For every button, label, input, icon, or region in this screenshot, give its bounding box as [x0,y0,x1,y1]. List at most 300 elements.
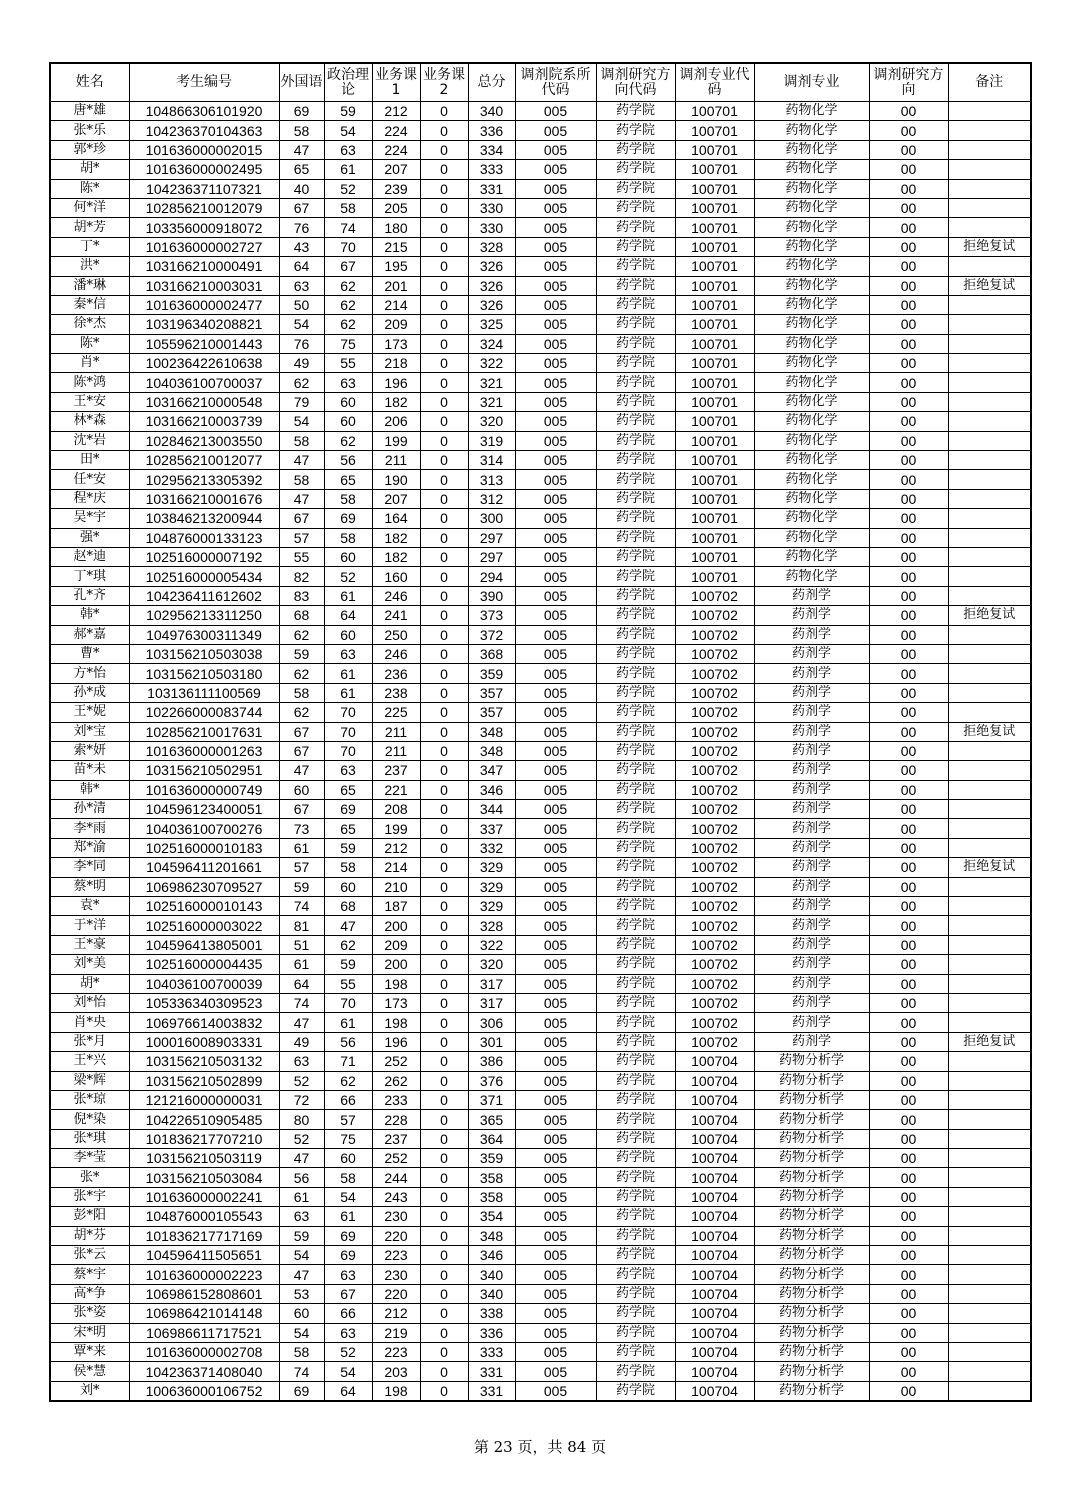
cell-course2: 0 [420,1246,468,1265]
cell-exam-id: 104596411201661 [129,858,279,877]
cell-major-code: 100702 [675,858,754,877]
cell-exam-id: 101836217707210 [129,1129,279,1148]
cell-major: 药物分析学 [754,1052,869,1071]
cell-dept-code: 005 [515,741,596,760]
cell-exam-id: 106986230709527 [129,877,279,896]
cell-direction-code: 药学院 [596,102,675,121]
cell-remarks [948,1284,1031,1303]
cell-exam-id: 104236411612602 [129,586,279,605]
cell-exam-id: 103156210502951 [129,761,279,780]
cell-exam-id: 104866306101920 [129,102,279,121]
cell-course2: 0 [420,741,468,760]
cell-course2: 0 [420,218,468,237]
cell-total: 376 [468,1071,515,1090]
cell-major: 药物分析学 [754,1207,869,1226]
cell-remarks [948,838,1031,857]
cell-remarks [948,470,1031,489]
cell-research-direction: 00 [869,1343,948,1362]
cell-name: 曹* [50,644,129,663]
cell-foreign-language: 72 [279,1090,324,1109]
cell-exam-id: 103156210503132 [129,1052,279,1071]
table-row [50,1071,1031,1090]
cell-name: 张*宇 [50,1187,129,1206]
cell-major-code: 100702 [675,800,754,819]
cell-remarks [948,1149,1031,1168]
cell-research-direction: 00 [869,683,948,702]
cell-remarks [948,916,1031,935]
cell-exam-id: 104236371107321 [129,179,279,198]
cell-major: 药物分析学 [754,1090,869,1109]
cell-politics: 64 [324,606,372,625]
cell-major-code: 100704 [675,1149,754,1168]
cell-politics: 63 [324,1265,372,1284]
cell-total: 325 [468,315,515,334]
cell-course1: 200 [372,955,420,974]
cell-name: 丁*琪 [50,567,129,586]
cell-total: 357 [468,683,515,702]
cell-direction-code: 药学院 [596,412,675,431]
cell-dept-code: 005 [515,295,596,314]
cell-exam-id: 101636000002708 [129,1343,279,1362]
column-header-major: 调剂专业 [754,63,869,102]
cell-course2: 0 [420,1071,468,1090]
cell-course2: 0 [420,877,468,896]
cell-politics: 57 [324,1110,372,1129]
cell-direction-code: 药学院 [596,257,675,276]
cell-total: 329 [468,897,515,916]
table-row [50,1381,1031,1401]
cell-research-direction: 00 [869,412,948,431]
cell-course2: 0 [420,683,468,702]
cell-remarks [948,509,1031,528]
cell-course1: 199 [372,431,420,450]
cell-major-code: 100704 [675,1323,754,1342]
cell-research-direction: 00 [869,160,948,179]
cell-total: 297 [468,547,515,566]
cell-course2: 0 [420,412,468,431]
cell-course2: 0 [420,644,468,663]
cell-politics: 61 [324,1013,372,1032]
column-header-course1: 业务课1 [372,63,420,102]
cell-remarks [948,683,1031,702]
cell-remarks [948,877,1031,896]
cell-dept-code: 005 [515,1090,596,1109]
cell-politics: 61 [324,586,372,605]
cell-exam-id: 102516000007192 [129,547,279,566]
cell-course2: 0 [420,140,468,159]
cell-course1: 164 [372,509,420,528]
cell-major-code: 100701 [675,334,754,353]
cell-direction-code: 药学院 [596,916,675,935]
cell-politics: 66 [324,1090,372,1109]
cell-course1: 236 [372,664,420,683]
cell-course2: 0 [420,625,468,644]
cell-course2: 0 [420,1013,468,1032]
cell-remarks [948,625,1031,644]
cell-course1: 211 [372,451,420,470]
cell-exam-id: 104036100700037 [129,373,279,392]
cell-research-direction: 00 [869,644,948,663]
cell-direction-code: 药学院 [596,1246,675,1265]
cell-exam-id: 103166210003031 [129,276,279,295]
cell-name: 徐*杰 [50,315,129,334]
cell-research-direction: 00 [869,1265,948,1284]
cell-course1: 212 [372,1304,420,1323]
cell-remarks [948,1090,1031,1109]
cell-direction-code: 药学院 [596,218,675,237]
cell-dept-code: 005 [515,819,596,838]
cell-major: 药剂学 [754,644,869,663]
cell-remarks [948,198,1031,217]
cell-remarks [948,373,1031,392]
cell-exam-id: 101636000002495 [129,160,279,179]
cell-course2: 0 [420,993,468,1012]
table-row [50,451,1031,470]
cell-name: 张* [50,1168,129,1187]
table-row [50,858,1031,877]
table-row [50,412,1031,431]
cell-dept-code: 005 [515,334,596,353]
cell-exam-id: 106976614003832 [129,1013,279,1032]
cell-name: 陈* [50,179,129,198]
cell-politics: 65 [324,470,372,489]
cell-total: 333 [468,160,515,179]
cell-course1: 212 [372,838,420,857]
cell-remarks [948,1168,1031,1187]
cell-research-direction: 00 [869,392,948,411]
cell-foreign-language: 49 [279,354,324,373]
cell-course2: 0 [420,1090,468,1109]
cell-exam-id: 103156210503180 [129,664,279,683]
cell-course1: 244 [372,1168,420,1187]
cell-politics: 62 [324,315,372,334]
cell-major-code: 100702 [675,586,754,605]
cell-exam-id: 103156210503038 [129,644,279,663]
cell-course2: 0 [420,102,468,121]
table-row [50,935,1031,954]
cell-course2: 0 [420,295,468,314]
cell-foreign-language: 59 [279,644,324,663]
cell-total: 331 [468,1381,515,1401]
cell-politics: 56 [324,451,372,470]
table-row [50,392,1031,411]
cell-name: 陈*鸿 [50,373,129,392]
cell-major-code: 100702 [675,1013,754,1032]
cell-total: 294 [468,567,515,586]
table-row [50,489,1031,508]
table-row [50,1343,1031,1362]
cell-major-code: 100701 [675,547,754,566]
cell-total: 348 [468,741,515,760]
table-row [50,1265,1031,1284]
cell-course1: 246 [372,644,420,663]
cell-research-direction: 00 [869,1226,948,1245]
cell-foreign-language: 53 [279,1284,324,1303]
cell-major: 药物化学 [754,198,869,217]
cell-politics: 63 [324,373,372,392]
cell-direction-code: 药学院 [596,160,675,179]
cell-major-code: 100701 [675,392,754,411]
cell-total: 317 [468,974,515,993]
cell-remarks [948,218,1031,237]
cell-foreign-language: 57 [279,528,324,547]
cell-remarks [948,257,1031,276]
cell-total: 365 [468,1110,515,1129]
cell-major: 药物化学 [754,334,869,353]
cell-major: 药物化学 [754,102,869,121]
cell-major-code: 100704 [675,1090,754,1109]
table-row [50,703,1031,722]
cell-major: 药剂学 [754,974,869,993]
cell-politics: 70 [324,722,372,741]
cell-dept-code: 005 [515,470,596,489]
admission-table [49,62,1032,1402]
column-header-name: 姓名 [50,63,129,102]
cell-direction-code: 药学院 [596,1032,675,1051]
cell-research-direction: 00 [869,102,948,121]
cell-major: 药剂学 [754,955,869,974]
cell-dept-code: 005 [515,1032,596,1051]
cell-dept-code: 005 [515,974,596,993]
cell-dept-code: 005 [515,1110,596,1129]
cell-major-code: 100704 [675,1052,754,1071]
cell-major-code: 100702 [675,722,754,741]
cell-politics: 59 [324,838,372,857]
cell-research-direction: 00 [869,877,948,896]
cell-major-code: 100701 [675,140,754,159]
column-header-direction-code: 调剂研究方向代码 [596,63,675,102]
cell-name: 何*洋 [50,198,129,217]
cell-major: 药物化学 [754,237,869,256]
cell-remarks [948,431,1031,450]
cell-major: 药物分析学 [754,1362,869,1381]
cell-total: 328 [468,237,515,256]
table-row [50,121,1031,140]
cell-course2: 0 [420,819,468,838]
table-row [50,528,1031,547]
cell-total: 330 [468,218,515,237]
cell-course1: 214 [372,858,420,877]
cell-course1: 182 [372,547,420,566]
cell-major-code: 100701 [675,276,754,295]
column-header-foreign-language: 外国语 [279,63,324,102]
table-row [50,1149,1031,1168]
cell-name: 苗*未 [50,761,129,780]
cell-exam-id: 102846213003550 [129,431,279,450]
cell-exam-id: 121216000000031 [129,1090,279,1109]
table-row [50,1052,1031,1071]
cell-foreign-language: 79 [279,392,324,411]
cell-name: 胡* [50,974,129,993]
cell-major-code: 100701 [675,451,754,470]
cell-total: 300 [468,509,515,528]
cell-research-direction: 00 [869,1090,948,1109]
cell-name: 王*兴 [50,1052,129,1071]
cell-name: 王*妮 [50,703,129,722]
cell-major: 药剂学 [754,935,869,954]
cell-major: 药物化学 [754,160,869,179]
cell-course2: 0 [420,703,468,722]
cell-total: 317 [468,993,515,1012]
cell-name: 秦*信 [50,295,129,314]
cell-total: 358 [468,1187,515,1206]
cell-direction-code: 药学院 [596,373,675,392]
cell-major-code: 100704 [675,1343,754,1362]
cell-course1: 252 [372,1149,420,1168]
cell-direction-code: 药学院 [596,509,675,528]
cell-politics: 55 [324,354,372,373]
cell-course2: 0 [420,451,468,470]
cell-major-code: 100701 [675,509,754,528]
cell-major: 药物分析学 [754,1323,869,1342]
cell-research-direction: 00 [869,295,948,314]
cell-total: 371 [468,1090,515,1109]
cell-total: 347 [468,761,515,780]
cell-research-direction: 00 [869,741,948,760]
cell-course2: 0 [420,528,468,547]
cell-research-direction: 00 [869,993,948,1012]
cell-major-code: 100702 [675,916,754,935]
cell-dept-code: 005 [515,625,596,644]
cell-major: 药物分析学 [754,1381,869,1401]
cell-course2: 0 [420,1110,468,1129]
cell-foreign-language: 54 [279,1323,324,1342]
cell-foreign-language: 62 [279,625,324,644]
cell-research-direction: 00 [869,470,948,489]
cell-course1: 237 [372,761,420,780]
cell-politics: 63 [324,1323,372,1342]
cell-major: 药物分析学 [754,1129,869,1148]
cell-course1: 198 [372,1381,420,1401]
cell-major-code: 100704 [675,1265,754,1284]
cell-major-code: 100701 [675,489,754,508]
cell-course1: 230 [372,1265,420,1284]
cell-remarks [948,935,1031,954]
cell-politics: 71 [324,1052,372,1071]
cell-remarks [948,955,1031,974]
table-row [50,1090,1031,1109]
cell-foreign-language: 74 [279,993,324,1012]
table-row [50,276,1031,295]
cell-direction-code: 药学院 [596,644,675,663]
cell-course2: 0 [420,1343,468,1362]
table-row [50,819,1031,838]
cell-direction-code: 药学院 [596,761,675,780]
cell-course2: 0 [420,955,468,974]
cell-course1: 228 [372,1110,420,1129]
cell-major: 药物化学 [754,276,869,295]
cell-foreign-language: 40 [279,179,324,198]
cell-major-code: 100701 [675,295,754,314]
cell-course2: 0 [420,567,468,586]
cell-name: 张*琼 [50,1090,129,1109]
cell-exam-id: 102516000005434 [129,567,279,586]
cell-research-direction: 00 [869,257,948,276]
cell-direction-code: 药学院 [596,1149,675,1168]
cell-research-direction: 00 [869,237,948,256]
cell-exam-id: 100236422610638 [129,354,279,373]
cell-remarks [948,761,1031,780]
cell-course1: 223 [372,1343,420,1362]
cell-direction-code: 药学院 [596,800,675,819]
cell-dept-code: 005 [515,237,596,256]
cell-dept-code: 005 [515,218,596,237]
cell-name: 李*同 [50,858,129,877]
table-row [50,1110,1031,1129]
cell-name: 索*妍 [50,741,129,760]
cell-direction-code: 药学院 [596,606,675,625]
cell-name: 覃*来 [50,1343,129,1362]
cell-remarks [948,528,1031,547]
cell-major: 药物化学 [754,392,869,411]
cell-major: 药剂学 [754,761,869,780]
cell-name: 李*莹 [50,1149,129,1168]
table-row [50,955,1031,974]
cell-course1: 209 [372,315,420,334]
cell-foreign-language: 80 [279,1110,324,1129]
cell-major: 药物化学 [754,451,869,470]
cell-major: 药物化学 [754,412,869,431]
cell-remarks [948,586,1031,605]
cell-exam-id: 102516000010183 [129,838,279,857]
cell-research-direction: 00 [869,974,948,993]
cell-politics: 70 [324,703,372,722]
cell-foreign-language: 60 [279,1304,324,1323]
cell-direction-code: 药学院 [596,547,675,566]
cell-course1: 201 [372,276,420,295]
cell-name: 梁*辉 [50,1071,129,1090]
cell-remarks [948,1362,1031,1381]
cell-exam-id: 106986152808601 [129,1284,279,1303]
cell-politics: 61 [324,683,372,702]
cell-course2: 0 [420,974,468,993]
cell-name: 宋*明 [50,1323,129,1342]
cell-total: 344 [468,800,515,819]
cell-major: 药剂学 [754,586,869,605]
cell-dept-code: 005 [515,644,596,663]
cell-total: 359 [468,664,515,683]
cell-foreign-language: 74 [279,897,324,916]
cell-remarks: 拒绝复试 [948,237,1031,256]
cell-remarks: 拒绝复试 [948,276,1031,295]
cell-foreign-language: 61 [279,1187,324,1206]
cell-major: 药物化学 [754,547,869,566]
cell-politics: 58 [324,198,372,217]
cell-major: 药物化学 [754,509,869,528]
cell-research-direction: 00 [869,528,948,547]
cell-dept-code: 005 [515,664,596,683]
cell-remarks [948,819,1031,838]
cell-remarks [948,140,1031,159]
cell-name: 王*安 [50,392,129,411]
cell-direction-code: 药学院 [596,567,675,586]
cell-direction-code: 药学院 [596,1207,675,1226]
cell-remarks [948,392,1031,411]
cell-major-code: 100701 [675,121,754,140]
cell-direction-code: 药学院 [596,838,675,857]
cell-dept-code: 005 [515,916,596,935]
cell-dept-code: 005 [515,780,596,799]
cell-research-direction: 00 [869,664,948,683]
cell-dept-code: 005 [515,606,596,625]
column-header-major-code: 调剂专业代码 [675,63,754,102]
cell-foreign-language: 67 [279,722,324,741]
cell-course1: 190 [372,470,420,489]
cell-politics: 69 [324,1246,372,1265]
cell-research-direction: 00 [869,509,948,528]
cell-direction-code: 药学院 [596,683,675,702]
cell-total: 301 [468,1032,515,1051]
